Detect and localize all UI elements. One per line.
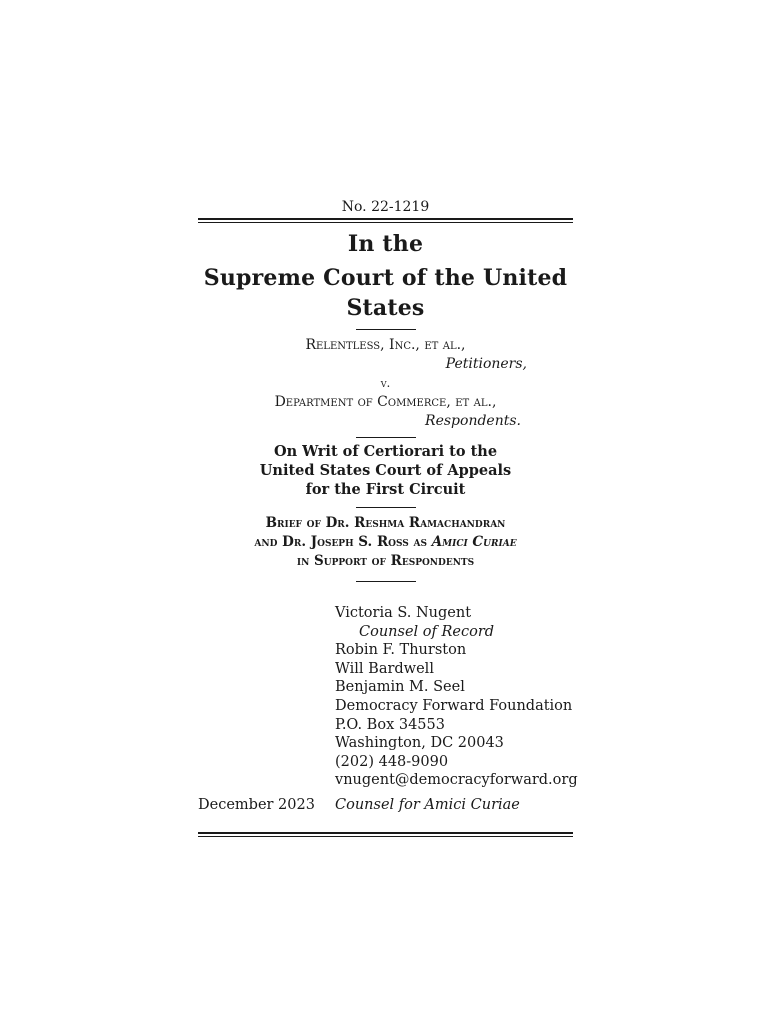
brief-title-line1: Brief of Dr. Reshma Ramachandran: [265, 515, 506, 531]
bottom-double-rule: [198, 832, 573, 837]
respondent-role: Respondents.: [425, 413, 521, 429]
court-heading-line1: In the: [347, 231, 424, 257]
separator-rule: [356, 581, 416, 582]
separator-rule: [356, 507, 416, 508]
separator-rule: [356, 329, 416, 330]
counsel-other: Benjamin M. Seel: [335, 679, 465, 696]
writ-heading: [198, 442, 573, 499]
writ-line2: United States Court of Appeals: [259, 462, 512, 479]
top-double-rule: [198, 218, 573, 223]
separator-rule: [356, 437, 416, 438]
counsel-phone: (202) 448-9090: [335, 753, 449, 770]
versus-label: v.: [380, 376, 391, 390]
counsel-other: Will Bardwell: [335, 660, 434, 677]
court-heading-line2: Supreme Court of the United States: [203, 265, 568, 321]
respondent-name: Department of Commerce, et al.,: [274, 394, 497, 410]
counsel-lead: Victoria S. Nugent: [335, 605, 472, 621]
parties-block: [198, 336, 573, 431]
counsel-other: Robin F. Thurston: [335, 642, 467, 659]
counsel-for-label: Counsel for Amici Curiae: [335, 797, 520, 813]
petitioner-role: Petitioners,: [445, 356, 527, 372]
counsel-po-box: P.O. Box 34553: [335, 716, 445, 733]
counsel-city: Washington, DC 20043: [335, 735, 504, 752]
writ-line1: On Writ of Certiorari to the: [273, 443, 498, 460]
docket-number: No. 22-1219: [341, 199, 430, 215]
filing-date: December 2023: [198, 797, 315, 813]
court-heading: [198, 229, 573, 323]
brief-title-line2-prefix: and Dr. Joseph S. Ross as: [254, 534, 432, 550]
brief-cover: [198, 198, 578, 790]
counsel-email: vnugent@democracyforward.org: [335, 772, 578, 789]
petitioner-name: Relentless, Inc., et al.,: [305, 337, 466, 353]
counsel-organization: Democracy Forward Foundation: [335, 697, 573, 714]
counsel-block: [335, 604, 578, 790]
brief-title-line3: in Support of Respondents: [296, 553, 475, 569]
brief-title-line2: [198, 533, 573, 552]
brief-title: [198, 514, 573, 571]
counsel-lead-role: Counsel of Record: [359, 623, 495, 640]
brief-title-amici: Amici Curiae: [431, 534, 517, 550]
writ-line3: for the First Circuit: [305, 481, 466, 498]
